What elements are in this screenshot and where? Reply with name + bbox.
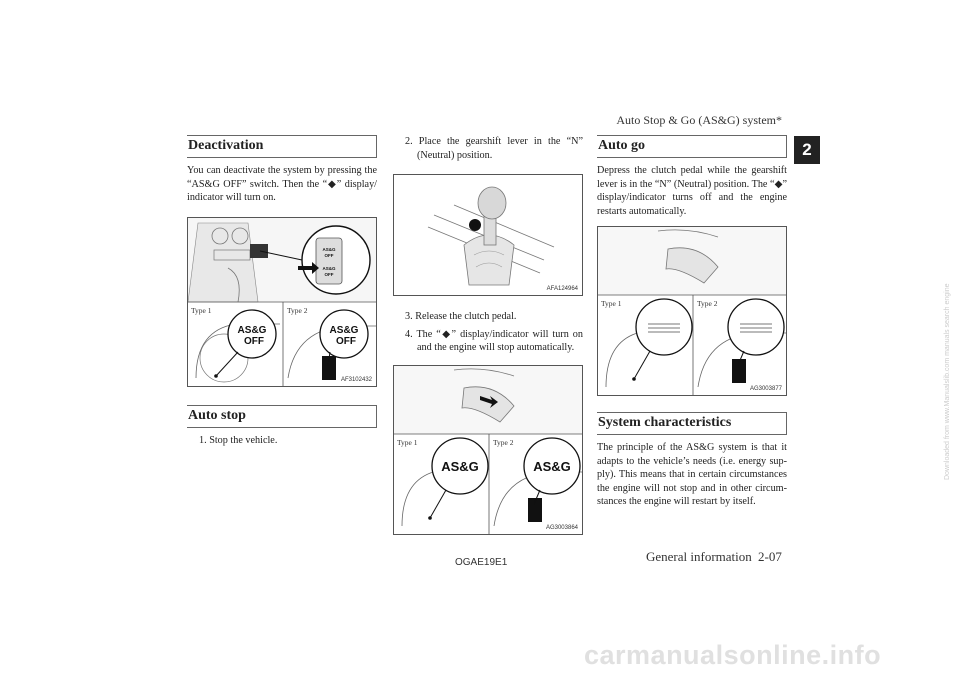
svg-text:OFF: OFF [324,271,334,277]
figure-code: AG3003877 [749,386,782,392]
svg-text:AS&G: AS&G [533,458,571,474]
column-1 [187,135,377,451]
step-2: 2. Place the gearshift lever in the “N” (Neutral) position. [405,136,583,161]
svg-text:AS&G: AS&G [441,458,479,474]
type2-label: Type 2 [287,305,308,315]
gearshift-figure [393,174,583,296]
chapter-tab: 2 [794,136,820,164]
type1-label: Type 1 [191,305,212,315]
type2-label: Type 2 [697,299,718,308]
deactivation-figure [187,217,377,387]
svg-text:AS&G: AS&G [322,265,336,271]
svg-text:OFF: OFF [244,335,264,347]
gear-n-letter: N [472,221,478,230]
svg-text:AS&G: AS&G [237,324,267,336]
step-4: 4. The “◆” display/indicator will turn on and the engine will stop automatically. [405,328,583,353]
step-3: 3. Release the clutch pedal. [405,311,517,322]
svg-text:OFF: OFF [336,335,356,347]
deactivation-illustration [188,218,377,387]
svg-text:AS&G: AS&G [329,324,359,336]
svg-text:AS&G: AS&G [322,246,336,252]
column-2 [393,135,583,545]
figure-code: AF3102432 [340,376,372,383]
step-1: 1. Stop the vehicle. [199,434,278,446]
auto-go-figure [597,226,787,396]
auto-go-illustration [598,227,787,396]
page-number: 2-07 [758,549,782,564]
figure-code: AG3003864 [545,524,578,531]
auto-go-heading: Auto go [597,135,787,158]
footer-section: General information [646,549,752,564]
auto-stop-heading: Auto stop [187,405,377,428]
gearshift-illustration [394,175,583,296]
gearshift-figure-code: AFA124964 [546,286,578,292]
side-watermark: Downloaded from www.Manualslib.com manuals search engine [944,283,951,480]
system-characteristics-text: The principle of the AS&G system is that it adapts to the vehicle’s needs (i.e. energy sup- ply). This means that in certain circumstances the engine will not stop and in other circum- stances the engine will restart by itself. [597,442,787,507]
footer-code: OGAE19E1 [455,557,508,568]
type1-label: Type 1 [601,299,622,308]
type1-label: Type 1 [397,437,418,447]
svg-text:OFF: OFF [324,252,334,258]
type2-label: Type 2 [493,437,514,447]
auto-stop-figure [393,365,583,535]
auto-stop-illustration [394,366,583,535]
column-3 [597,135,787,517]
running-head: Auto Stop & Go (AS&G) system* [616,113,782,127]
auto-go-text: Depress the clutch pedal while the gearshift lever is in the “N” (Neutral) position. The “◆” display/indicator turns off and the engine restarts automatically. [597,165,787,217]
deactivation-text: You can deactivate the system by pressing the “AS&G OFF” switch. Then the “◆” display/ indicator will turn on. [187,165,377,203]
watermark: carmanualsonline.info [584,640,882,670]
deactivation-heading: Deactivation [187,135,377,158]
system-characteristics-heading: System characteristics [597,412,787,435]
